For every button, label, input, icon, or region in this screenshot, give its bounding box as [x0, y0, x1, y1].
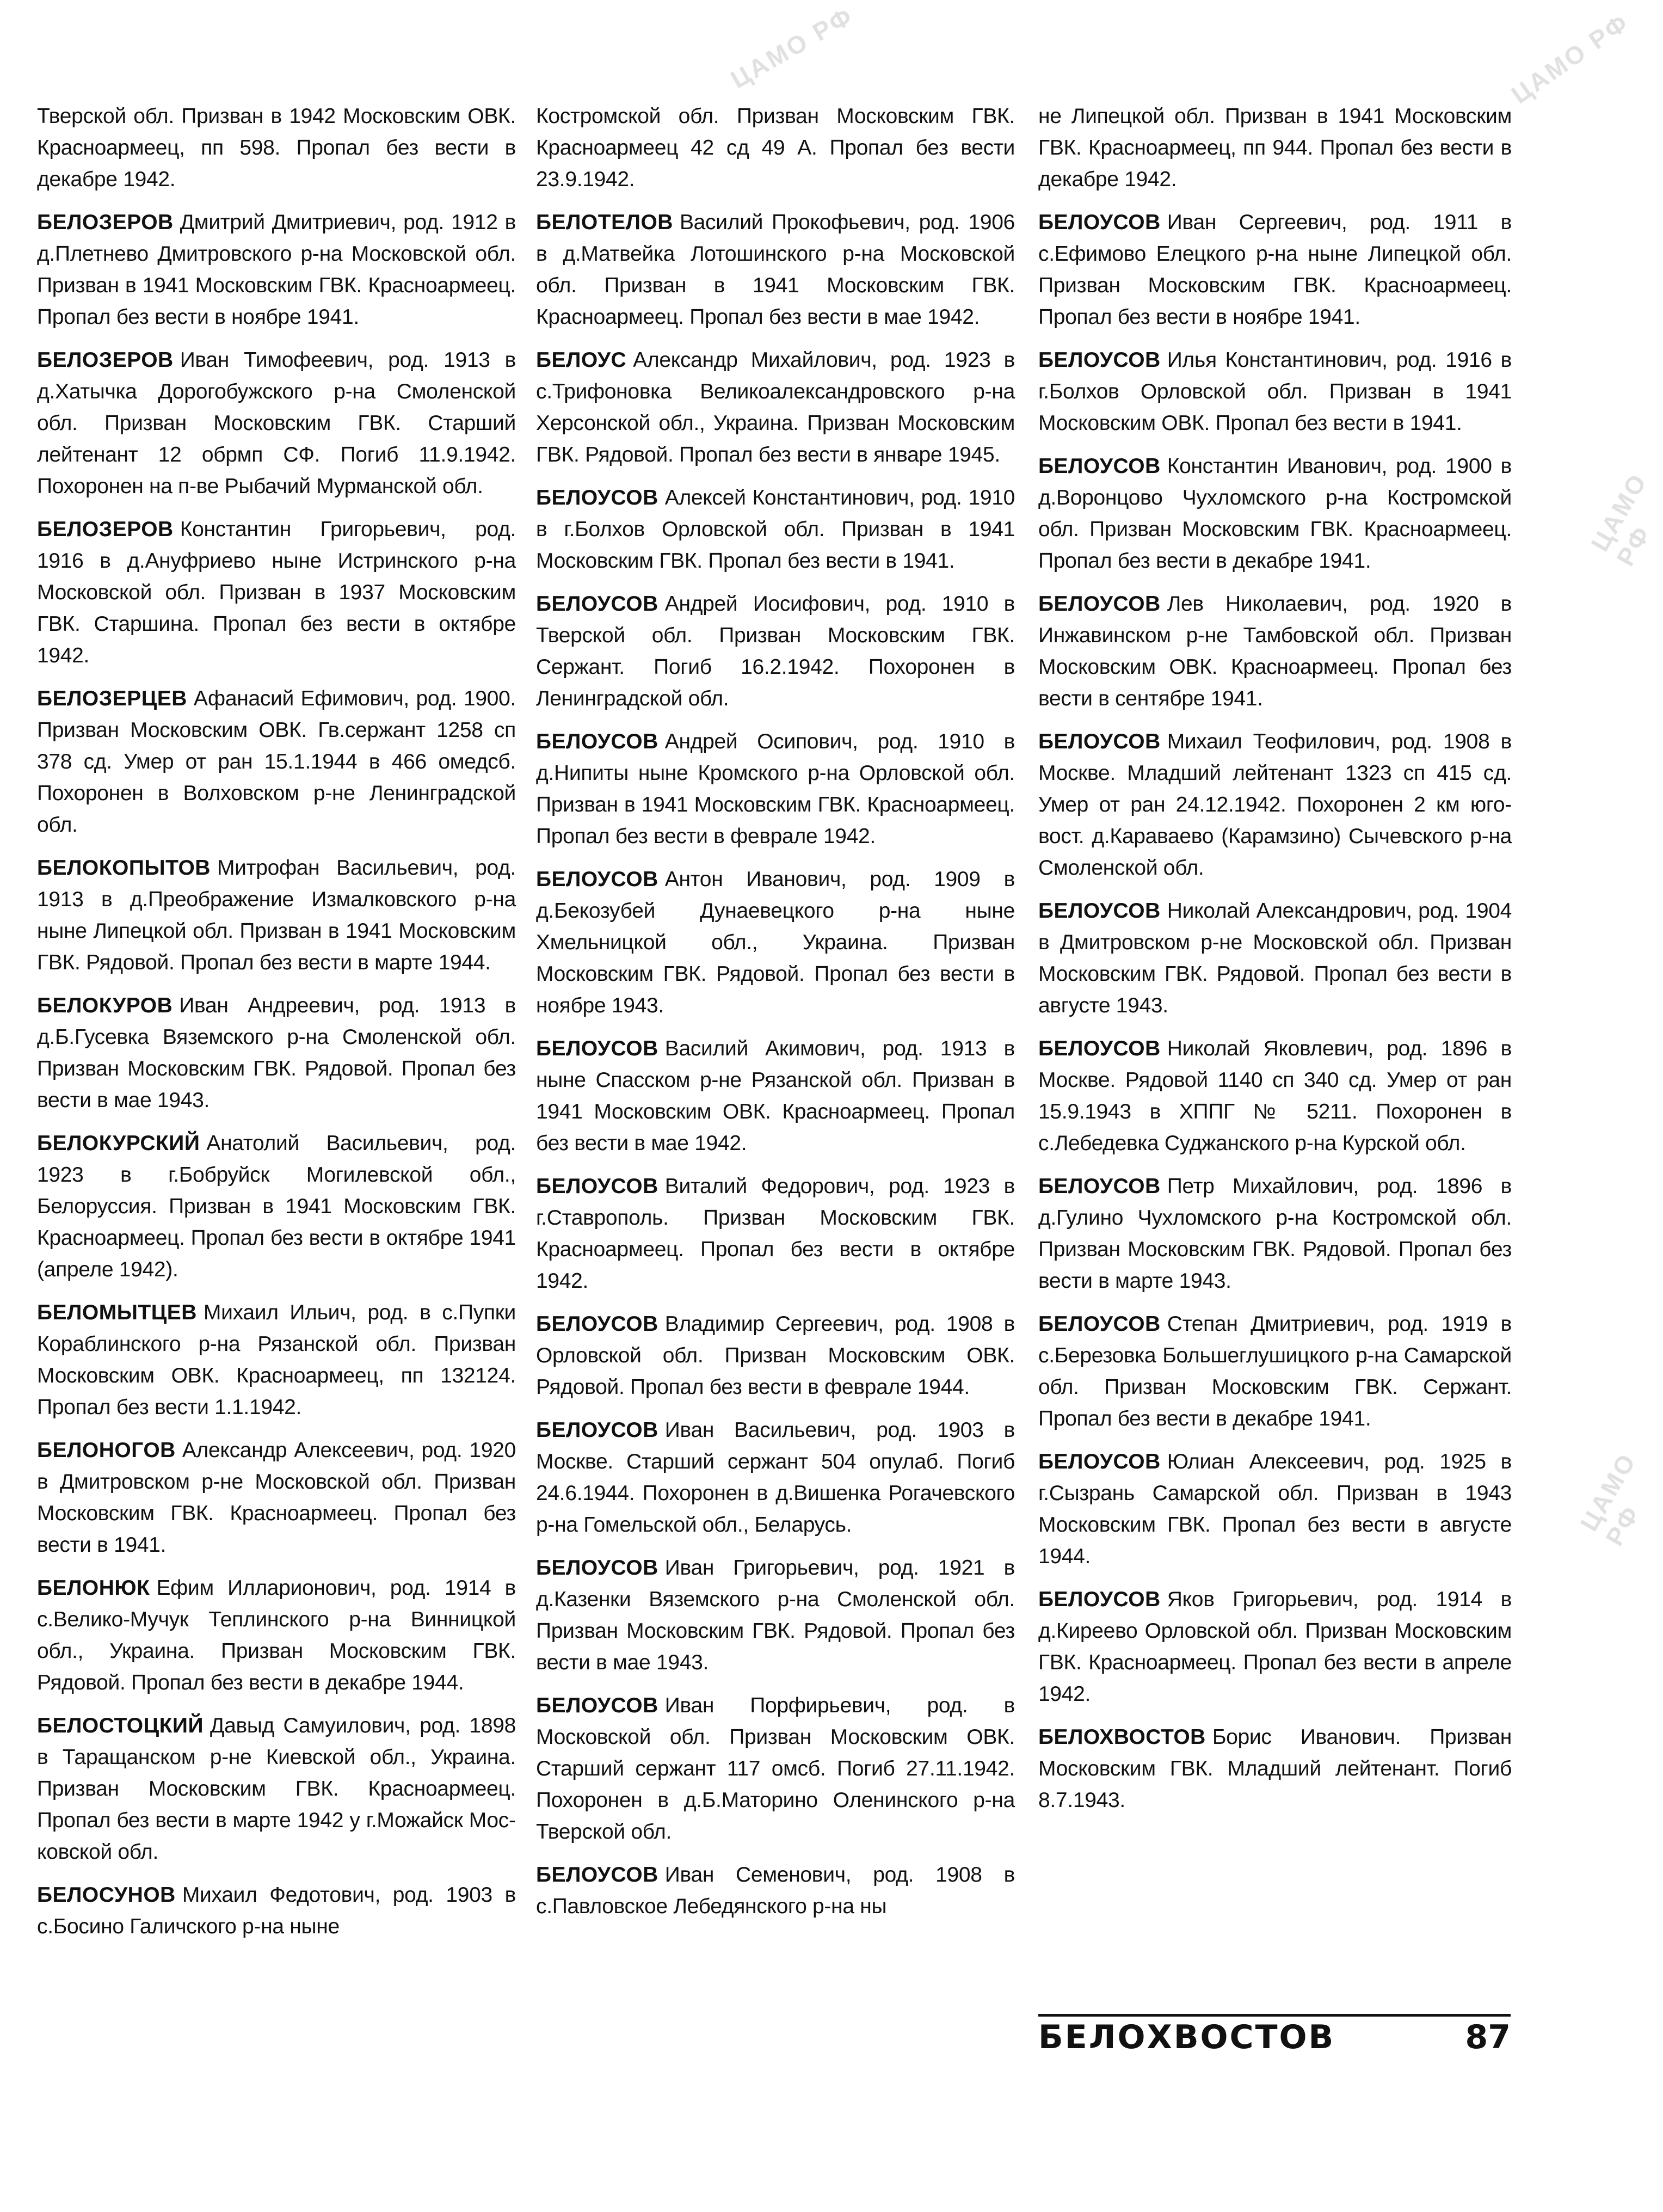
entry-text: Владимир Сергеевич, род. 1908 в Орловской обл. Призван Московским ОВК. Рядовой. Пропал без вести в феврале 1944.	[536, 1312, 1015, 1399]
entry-text: Юлиан Алексеевич, род. 1925 в г.Сызрань Самарской обл. Призван в 1943 Московским ГВК. Пропал без вести в августе 1944.	[1038, 1450, 1512, 1568]
footer-rule	[1038, 2014, 1511, 2017]
watermark: ЦАМО РФ	[1585, 468, 1656, 571]
entry-surname: БЕЛОНОГОВ	[37, 1439, 176, 1462]
entry	[1038, 101, 1512, 195]
entry-surname: БЕЛОУСОВ	[536, 1694, 658, 1717]
entry-text: Иван Сергеевич, род. 1911 в с.Ефимово Елецкого р-на ныне Липецкой обл. Призван Московским ГВК. Красноармеец. Пропал без вести в ноябре 1941.	[1038, 211, 1512, 329]
entry-surname: БЕЛОУСОВ	[536, 1312, 658, 1336]
entry	[37, 852, 516, 979]
entry-surname: БЕЛОКУРСКИЙ	[37, 1132, 200, 1155]
entry-text: Анатолий Васильевич, род. 1923 в г.Бобруйск Могилевской обл., Белоруссия. Призван в 1941 Московским ГВК. Красноармеец. Пропал без вести в октябре 1941 (апреле 1942).	[37, 1132, 516, 1281]
entry-text: Илья Константинович, род. 1916 в г.Болхов Орловской обл. Призван в 1941 Московским ОВК. Пропал без вести в 1941.	[1038, 348, 1512, 435]
entry-surname: БЕЛОУСОВ	[1038, 454, 1161, 478]
entry-surname: БЕЛОУСОВ	[536, 730, 658, 753]
entry-surname: БЕЛОУСОВ	[1038, 730, 1161, 753]
entry-surname: БЕЛОУСОВ	[1038, 899, 1161, 923]
entry	[1038, 1722, 1512, 1816]
entry-text: Степан Дмитриевич, род. 1919 в с.Березовка Большеглушицкого р-на Самарской обл. Призван Московским ГВК. Сержант. Пропал без вести в декабре 1941.	[1038, 1312, 1512, 1430]
entry-surname: БЕЛОХВОСТОВ	[1038, 1725, 1206, 1749]
entry-surname: БЕЛОНЮК	[37, 1576, 150, 1600]
entry-text: Митрофан Васильевич, род. 1913 в д.Преображение Измалковского р-на ныне Липецкой обл. Призван в 1941 Московским ГВК. Рядовой. Пропал без вести в марте 1944.	[37, 856, 516, 974]
text-column-2	[536, 101, 1015, 1934]
entry-surname: БЕЛОСУНОВ	[37, 1883, 176, 1907]
entry	[536, 1415, 1015, 1541]
entry-surname: БЕЛОУСОВ	[536, 592, 658, 616]
entry	[1038, 895, 1512, 1022]
entry-surname: БЕЛОКУРОВ	[37, 994, 173, 1017]
entry-surname: БЕЛОУСОВ	[1038, 1588, 1161, 1611]
entry-text: Николай Яковлевич, род. 1896 в Москве. Рядовой 1140 сп 340 сд. Умер от ран 15.9.1943 в ХППГ № 5211. Похоронен в с.Лебедевка Суджанского р-на Курской обл.	[1038, 1037, 1512, 1155]
entry-surname: БЕЛОСТОЦКИЙ	[37, 1714, 204, 1737]
entry	[1038, 207, 1512, 333]
watermark: ЦАМО РФ	[1574, 1447, 1646, 1551]
entry	[37, 345, 516, 502]
entry-surname: БЕЛОЗЕРЦЕВ	[37, 687, 187, 710]
entry-surname: БЕЛОУСОВ	[1038, 1450, 1161, 1473]
entry-text: Иван Васильевич, род. 1903 в Москве. Старший сержант 504 опулаб. Погиб 24.6.1944. Похоронен в д.Вишенка Рогачевского р-на Гомельской обл., Беларусь.	[536, 1418, 1015, 1537]
entry-surname: БЕЛОУСОВ	[536, 1175, 658, 1198]
entry	[37, 101, 516, 195]
entry-surname: БЕЛОУС	[536, 348, 627, 372]
entry	[1038, 588, 1512, 715]
entry	[536, 482, 1015, 577]
entry-surname: БЕЛОУСОВ	[536, 868, 658, 891]
entry	[1038, 726, 1512, 884]
entry-text: Василий Прокофьевич, род. 1906 в д.Матвейка Лотошинского р-на Московской обл. Призван в 1941 Московским ГВК. Красноармеец. Пропал без вести в мае 1942.	[536, 211, 1015, 329]
entry	[536, 1171, 1015, 1297]
entry	[37, 990, 516, 1116]
entry-text: не Липецкой обл. Призван в 1941 Московским ГВК. Красноармеец, пп 944. Пропал без вести в декабре 1942.	[1038, 105, 1512, 191]
entry	[1038, 1584, 1512, 1710]
entry	[37, 1435, 516, 1561]
entry-text: Андрей Иосифович, род. 1910 в Тверской обл. Призван Московским ГВК. Сержант. Погиб 16.2.1942. Похоронен в Ленинградской обл.	[536, 592, 1015, 710]
entry-text: Виталий Федорович, род. 1923 в г.Ставрополь. Призван Московским ГВК. Красноармеец. Пропал без вести в октябре 1942.	[536, 1175, 1015, 1293]
entry	[536, 101, 1015, 195]
entry-surname: БЕЛОУСОВ	[536, 1863, 658, 1887]
entry	[37, 1879, 516, 1943]
watermark: ЦАМО РФ	[1506, 7, 1635, 109]
entry-surname: БЕЛОЗЕРОВ	[37, 348, 174, 372]
entry	[37, 207, 516, 333]
entry	[536, 1859, 1015, 1922]
entry-text: Иван Григорьевич, род. 1921 в д.Казенки Вяземского р-на Смоленской обл. Призван Московским ГВК. Рядовой. Пропал без вести в мае 1943.	[536, 1556, 1015, 1674]
entry-text: Александр Алексеевич, род. 1920 в Дмитровском р-не Московской обл. Призван Московским ГВК. Красноармеец. Пропал без вести в 1941.	[37, 1439, 516, 1557]
running-head: БЕЛОХВОСТОВ	[1038, 2018, 1335, 2056]
entry-surname: БЕЛОУСОВ	[536, 1418, 658, 1442]
entry-text: Иван Порфирьевич, род. в Московской обл. Призван Московским ОВК. Старший сержант 117 омсб. Погиб 27.11.1942. Похоронен в д.Б.Маторино Оленинского р-на Тверской обл.	[536, 1694, 1015, 1844]
entry-surname: БЕЛОЗЕРОВ	[37, 518, 174, 541]
entry-text: Яков Григорьевич, род. 1914 в д.Киреево Орловской обл. Призван Московским ГВК. Красноармеец. Пропал без вести в апреле 1942.	[1038, 1588, 1512, 1706]
entry-text: Александр Михайлович, род. 1923 в с.Трифоновка Великоалександровского р-на Херсонской обл., Украина. Призван Московским ГВК. Рядовой. Пропал без вести в январе 1945.	[536, 348, 1015, 466]
entry	[1038, 345, 1512, 439]
entry	[37, 514, 516, 672]
entry	[1038, 1446, 1512, 1572]
entry-text: Давыд Самуилович, род. 1898 в Таращанском р-не Киевской обл., Украина. Призван Московским ГВК. Красноармеец. Пропал без вести в марте 1942 у г.Можайск Московской обл.	[37, 1714, 516, 1864]
entry-text: Иван Андреевич, род. 1913 в д.Б.Гусевка Вяземского р-на Смоленской обл. Призван Московским ГВК. Рядовой. Пропал без вести в мае 1943.	[37, 994, 516, 1112]
entry-text: Афанасий Ефимович, род. 1900. Призван Московским ОВК. Гв.сержант 1258 сп 378 сд. Умер от ран 15.1.1944 в 466 омедсб. Похоронен в Волховском р-не Ленинградской обл.	[37, 687, 516, 837]
entry-text: Борис Иванович. Призван Московским ГВК. Младший лейтенант. Погиб 8.7.1943.	[1038, 1725, 1512, 1812]
entry-surname: БЕЛОУСОВ	[536, 1037, 658, 1060]
entry	[536, 1308, 1015, 1403]
entry-text: Иван Семенович, род. 1908 в с.Павловское Лебедянского р-на ны	[536, 1863, 1015, 1918]
entry	[1038, 1033, 1512, 1159]
entry-surname: БЕЛОМЫТЦЕВ	[37, 1301, 197, 1324]
entry-surname: БЕЛОУСОВ	[536, 486, 658, 509]
entry	[37, 1572, 516, 1699]
entry	[536, 726, 1015, 852]
entry-text: Константин Григорьевич, род. 1916 в д.Ануфриево ныне Истринского р-на Московской обл. Призван в 1937 Московским ГВК. Старшина. Пропал без вести в октябре 1942.	[37, 518, 516, 667]
entry	[37, 683, 516, 841]
entry-text: Алексей Константинович, род. 1910 в г.Болхов Орловской обл. Призван в 1941 Московским ГВК. Пропал без вести в 1941.	[536, 486, 1015, 573]
entry	[536, 1033, 1015, 1159]
text-column-3	[1038, 101, 1512, 1828]
entry	[536, 1552, 1015, 1679]
entry	[536, 864, 1015, 1022]
entry	[536, 207, 1015, 333]
entry-text: Константин Иванович, род. 1900 в д.Воронцово Чухломского р-на Костромской обл. Призван Московским ГВК. Красноармеец. Пропал без вести в декабре 1941.	[1038, 454, 1512, 573]
entry	[1038, 451, 1512, 577]
entry-text: Иван Тимофеевич, род. 1913 в д.Хатычка Дорогобужского р-на Смоленской обл. Призван Московским ГВК. Старший лейтенант 12 обрмп СФ. Погиб 11.9.1942. Похоронен на п-ве Рыбачий Мурманской обл.	[37, 348, 516, 498]
entry-text: Антон Иванович, род. 1909 в д.Бекозубей Дунаевецкого р-на ныне Хмельницкой обл., Украина. Призван Московским ГВК. Рядовой. Пропал без вести в ноябре 1943.	[536, 868, 1015, 1017]
entry-surname: БЕЛОУСОВ	[536, 1556, 658, 1580]
entry-text: Михаил Федотович, род. 1903 в с.Босино Галичского р-на ныне	[37, 1883, 516, 1938]
page-number: 87	[1465, 2018, 1511, 2056]
entry-text: Ефим Илларионович, род. 1914 в с.Велико-Мучук Теплинского р-на Винницкой обл., Украина. Призван Московским ГВК. Рядовой. Пропал без вести в декабре 1944.	[37, 1576, 516, 1694]
entry-text: Петр Михайлович, род. 1896 в д.Гулино Чухломского р-на Костромской обл. Призван Московским ГВК. Рядовой. Пропал без вести в марте 1943.	[1038, 1175, 1512, 1293]
entry-text: Костромской обл. Призван Московским ГВК. Красноармеец 42 сд 49 А. Пропал без вести 23.9.1942.	[536, 105, 1015, 191]
entry-surname: БЕЛОУСОВ	[1038, 348, 1161, 372]
entry-text: Василий Акимович, род. 1913 в ныне Спасском р-не Рязанской обл. Призван в 1941 Московским ОВК. Красноармеец. Пропал без вести в мае 1942.	[536, 1037, 1015, 1155]
entry	[1038, 1171, 1512, 1297]
entry-text: Михаил Теофилович, род. 1908 в Москве. Младший лейтенант 1323 сп 415 сд. Умер от ран 24.12.1942. Похоронен 2 км юго-вост. д.Караваево (Карамзино) Сычевского р-на Смоленской обл.	[1038, 730, 1512, 880]
entry-surname: БЕЛОУСОВ	[1038, 1037, 1161, 1060]
entry-surname: БЕЛОКОПЫТОВ	[37, 856, 211, 880]
entry-surname: БЕЛОТЕЛОВ	[536, 211, 673, 234]
entry-text: Лев Николаевич, род. 1920 в Инжавинском р-не Тамбовской обл. Призван Московским ОВК. Красноармеец. Пропал без вести в сентябре 1941.	[1038, 592, 1512, 710]
entry-text: Николай Александрович, род. 1904 в Дмитровском р-не Московской обл. Призван Московским ГВК. Рядовой. Пропал без вести в августе 1943.	[1038, 899, 1512, 1017]
entry	[1038, 1308, 1512, 1435]
entry-text: Дмитрий Дмитриевич, род. 1912 в д.Плетнево Дмитровского р-на Московской обл. Призван в 1941 Московским ГВК. Красноармеец. Пропал без вести в ноябре 1941.	[37, 211, 516, 329]
entry	[536, 588, 1015, 715]
entry-text: Андрей Осипович, род. 1910 в д.Нипиты ныне Кромского р-на Орловской обл. Призван в 1941 Московским ГВК. Красноармеец. Пропал без вести в феврале 1942.	[536, 730, 1015, 848]
entry-surname: БЕЛОУСОВ	[1038, 211, 1161, 234]
entry-surname: БЕЛОУСОВ	[1038, 592, 1161, 616]
entry	[37, 1297, 516, 1423]
entry	[37, 1710, 516, 1868]
text-column-1	[37, 101, 516, 1954]
entry	[536, 345, 1015, 471]
entry	[536, 1690, 1015, 1848]
watermark: ЦАМО РФ	[725, 1, 859, 94]
entry-surname: БЕЛОЗЕРОВ	[37, 211, 174, 234]
entry-text: Михаил Ильич, род. в с.Пупки Кораблинского р-на Рязанской обл. Призван Московским ОВК. Красноармеец, пп 132124. Пропал без вести 1.1.1942.	[37, 1301, 516, 1419]
entry-surname: БЕЛОУСОВ	[1038, 1312, 1161, 1336]
entry-surname: БЕЛОУСОВ	[1038, 1175, 1161, 1198]
entry-text: Тверской обл. Призван в 1942 Московским ОВК. Красноармеец, пп 598. Пропал без вести в декабре 1942.	[37, 105, 516, 191]
entry	[37, 1128, 516, 1286]
